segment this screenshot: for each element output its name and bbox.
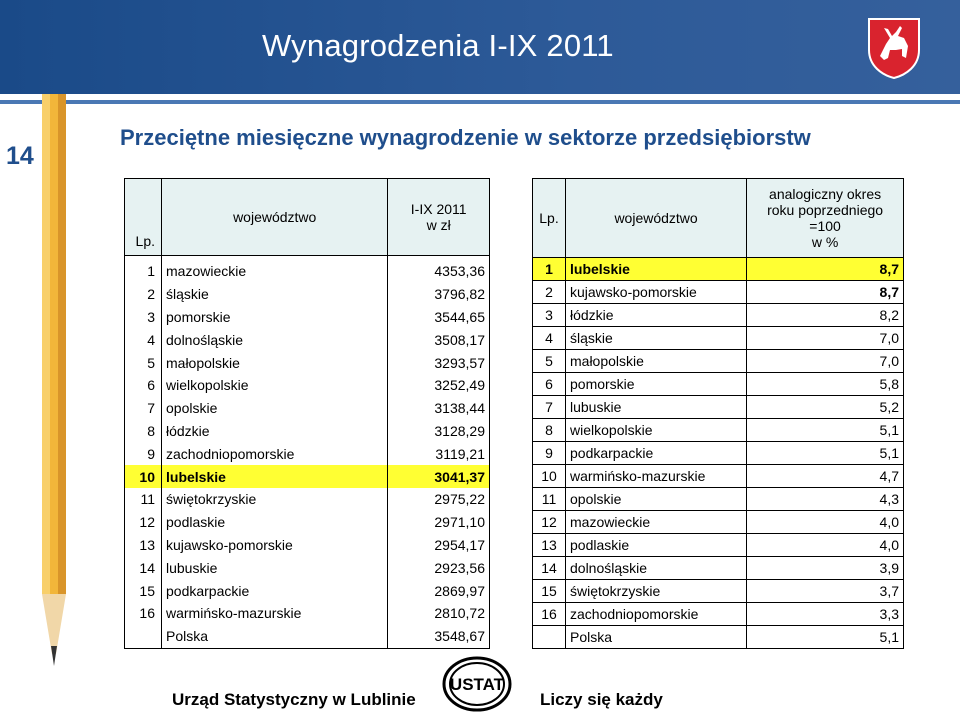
table-row (125, 556, 490, 579)
table-row (125, 351, 490, 374)
row-lp: 12 (125, 511, 162, 534)
row-region: podkarpackie (162, 579, 388, 602)
table-header-row (533, 179, 904, 258)
row-lp: 5 (125, 351, 162, 374)
table-row (125, 534, 490, 557)
row-lp (125, 625, 162, 648)
table-row (533, 442, 904, 465)
row-region: lubelskie (162, 465, 388, 488)
growth-table (532, 178, 904, 649)
row-region: podlaskie (566, 534, 747, 557)
row-value: 3,9 (747, 557, 904, 580)
footer-office-name: Urząd Statystyczny w Lublinie (172, 690, 416, 709)
table-row (533, 465, 904, 488)
row-value: 8,7 (747, 281, 904, 304)
table-row (125, 420, 490, 443)
row-region: małopolskie (162, 351, 388, 374)
divider-blue (0, 100, 960, 104)
table-row (533, 511, 904, 534)
row-region: podlaskie (162, 511, 388, 534)
table-header-row (125, 179, 490, 256)
coat-of-arms-icon (866, 16, 922, 80)
row-region: lubelskie (566, 258, 747, 281)
row-region: podkarpackie (566, 442, 747, 465)
row-lp: 10 (125, 465, 162, 488)
row-value: 3128,29 (388, 420, 490, 443)
row-lp: 1 (533, 258, 566, 281)
row-lp: 9 (125, 442, 162, 465)
row-region: Polska (566, 626, 747, 649)
table-row (125, 488, 490, 511)
table-row (125, 602, 490, 625)
col-lp-label: Lp. (135, 233, 155, 249)
row-region: świętokrzyskie (162, 488, 388, 511)
row-value: 5,1 (747, 419, 904, 442)
row-region: śląskie (162, 283, 388, 306)
row-value: 5,8 (747, 373, 904, 396)
row-lp: 16 (125, 602, 162, 625)
wages-table (124, 178, 490, 649)
row-lp: 5 (533, 350, 566, 373)
row-lp: 4 (125, 328, 162, 351)
header-banner (0, 0, 960, 94)
row-lp: 16 (533, 603, 566, 626)
table-row (533, 580, 904, 603)
row-value: 4,3 (747, 488, 904, 511)
row-lp: 11 (533, 488, 566, 511)
row-lp: 7 (533, 396, 566, 419)
row-region: kujawsko-pomorskie (566, 281, 747, 304)
table-row (125, 442, 490, 465)
row-region: świętokrzyskie (566, 580, 747, 603)
row-value: 3544,65 (388, 306, 490, 329)
row-value: 4353,36 (388, 256, 490, 283)
col-region-label: województwo (233, 209, 317, 225)
col-value-label-1: I-IX 2011 (410, 201, 467, 217)
col-lp-header (125, 179, 162, 256)
row-value: 2810,72 (388, 602, 490, 625)
row-value: 3508,17 (388, 328, 490, 351)
col-value-label-4: w % (811, 234, 839, 250)
table-row (125, 328, 490, 351)
row-lp: 14 (533, 557, 566, 580)
row-lp: 11 (125, 488, 162, 511)
table-row (533, 304, 904, 327)
row-lp: 8 (125, 420, 162, 443)
row-lp: 13 (533, 534, 566, 557)
row-region: dolnośląskie (566, 557, 747, 580)
row-region: dolnośląskie (162, 328, 388, 351)
row-value: 2975,22 (388, 488, 490, 511)
row-lp: 12 (533, 511, 566, 534)
row-region: pomorskie (566, 373, 747, 396)
table-row (533, 603, 904, 626)
row-region: wielkopolskie (566, 419, 747, 442)
row-lp: 3 (533, 304, 566, 327)
row-value: 4,0 (747, 534, 904, 557)
header-title: Wynagrodzenia I-IX 2011 (262, 28, 614, 63)
table-row (125, 256, 490, 283)
table-row (125, 465, 490, 488)
row-region: mazowieckie (566, 511, 747, 534)
table-row (125, 625, 490, 648)
row-region: zachodniopomorskie (566, 603, 747, 626)
row-value: 3,3 (747, 603, 904, 626)
row-lp: 2 (533, 281, 566, 304)
row-lp: 15 (125, 579, 162, 602)
row-value: 2923,56 (388, 556, 490, 579)
table-row (533, 488, 904, 511)
table-row (125, 306, 490, 329)
ustat-logo-icon (442, 656, 512, 712)
row-region: wielkopolskie (162, 374, 388, 397)
row-region: warmińsko-mazurskie (566, 465, 747, 488)
row-value: 2869,97 (388, 579, 490, 602)
row-value: 3796,82 (388, 283, 490, 306)
row-value: 3,7 (747, 580, 904, 603)
table-row (533, 327, 904, 350)
col-region-label: województwo (614, 210, 698, 226)
row-lp: 1 (125, 256, 162, 283)
row-value: 3119,21 (388, 442, 490, 465)
footer-slogan: Liczy się każdy (540, 690, 663, 709)
table-row (125, 283, 490, 306)
row-region: łódzkie (566, 304, 747, 327)
slide-number: 14 (6, 142, 34, 170)
row-value: 7,0 (747, 350, 904, 373)
col-lp-label: Lp. (539, 210, 559, 226)
row-region: zachodniopomorskie (162, 442, 388, 465)
col-value-header (747, 179, 904, 258)
row-region: opolskie (162, 397, 388, 420)
row-region: kujawsko-pomorskie (162, 534, 388, 557)
table-row (533, 419, 904, 442)
row-lp: 8 (533, 419, 566, 442)
row-region: warmińsko-mazurskie (162, 602, 388, 625)
row-lp: 2 (125, 283, 162, 306)
table-row (125, 579, 490, 602)
row-value: 4,0 (747, 511, 904, 534)
row-lp: 15 (533, 580, 566, 603)
col-region-header (566, 179, 747, 258)
col-value-label-1: analogiczny okres (769, 186, 882, 202)
row-lp: 13 (125, 534, 162, 557)
row-region: małopolskie (566, 350, 747, 373)
page-subtitle: Przeciętne miesięczne wynagrodzenie w sektorze przedsiębiorstw (120, 125, 811, 150)
row-region: opolskie (566, 488, 747, 511)
col-value-label-3: =100 (809, 218, 841, 234)
table-row (533, 350, 904, 373)
row-value: 5,1 (747, 626, 904, 649)
table-row (533, 534, 904, 557)
row-value: 3548,67 (388, 625, 490, 648)
row-region: łódzkie (162, 420, 388, 443)
col-value-label-2: w zł (426, 217, 451, 233)
row-value: 7,0 (747, 327, 904, 350)
row-lp (533, 626, 566, 649)
row-value: 8,2 (747, 304, 904, 327)
table-row (533, 373, 904, 396)
row-lp: 4 (533, 327, 566, 350)
table-row (533, 258, 904, 281)
col-value-label-2: roku poprzedniego (767, 202, 884, 218)
row-region: pomorskie (162, 306, 388, 329)
table-row (125, 397, 490, 420)
row-value: 4,7 (747, 465, 904, 488)
row-lp: 14 (125, 556, 162, 579)
row-lp: 6 (533, 373, 566, 396)
row-lp: 3 (125, 306, 162, 329)
table-row (533, 626, 904, 649)
row-value: 2954,17 (388, 534, 490, 557)
row-region: mazowieckie (162, 256, 388, 283)
col-lp-header (533, 179, 566, 258)
row-lp: 6 (125, 374, 162, 397)
table-row (533, 396, 904, 419)
row-lp: 9 (533, 442, 566, 465)
row-region: śląskie (566, 327, 747, 350)
row-region: lubuskie (162, 556, 388, 579)
table-row (125, 374, 490, 397)
row-value: 2971,10 (388, 511, 490, 534)
row-value: 8,7 (747, 258, 904, 281)
col-value-header (388, 179, 490, 256)
row-region: lubuskie (566, 396, 747, 419)
col-region-header (162, 179, 388, 256)
table-row (533, 557, 904, 580)
row-value: 5,1 (747, 442, 904, 465)
row-lp: 7 (125, 397, 162, 420)
row-value: 3252,49 (388, 374, 490, 397)
row-region: Polska (162, 625, 388, 648)
table-row (125, 511, 490, 534)
logo-text: USTAT (449, 675, 505, 694)
row-value: 5,2 (747, 396, 904, 419)
row-value: 3293,57 (388, 351, 490, 374)
row-value: 3138,44 (388, 397, 490, 420)
table-row (533, 281, 904, 304)
row-lp: 10 (533, 465, 566, 488)
row-value: 3041,37 (388, 465, 490, 488)
pencil-icon (36, 94, 72, 674)
